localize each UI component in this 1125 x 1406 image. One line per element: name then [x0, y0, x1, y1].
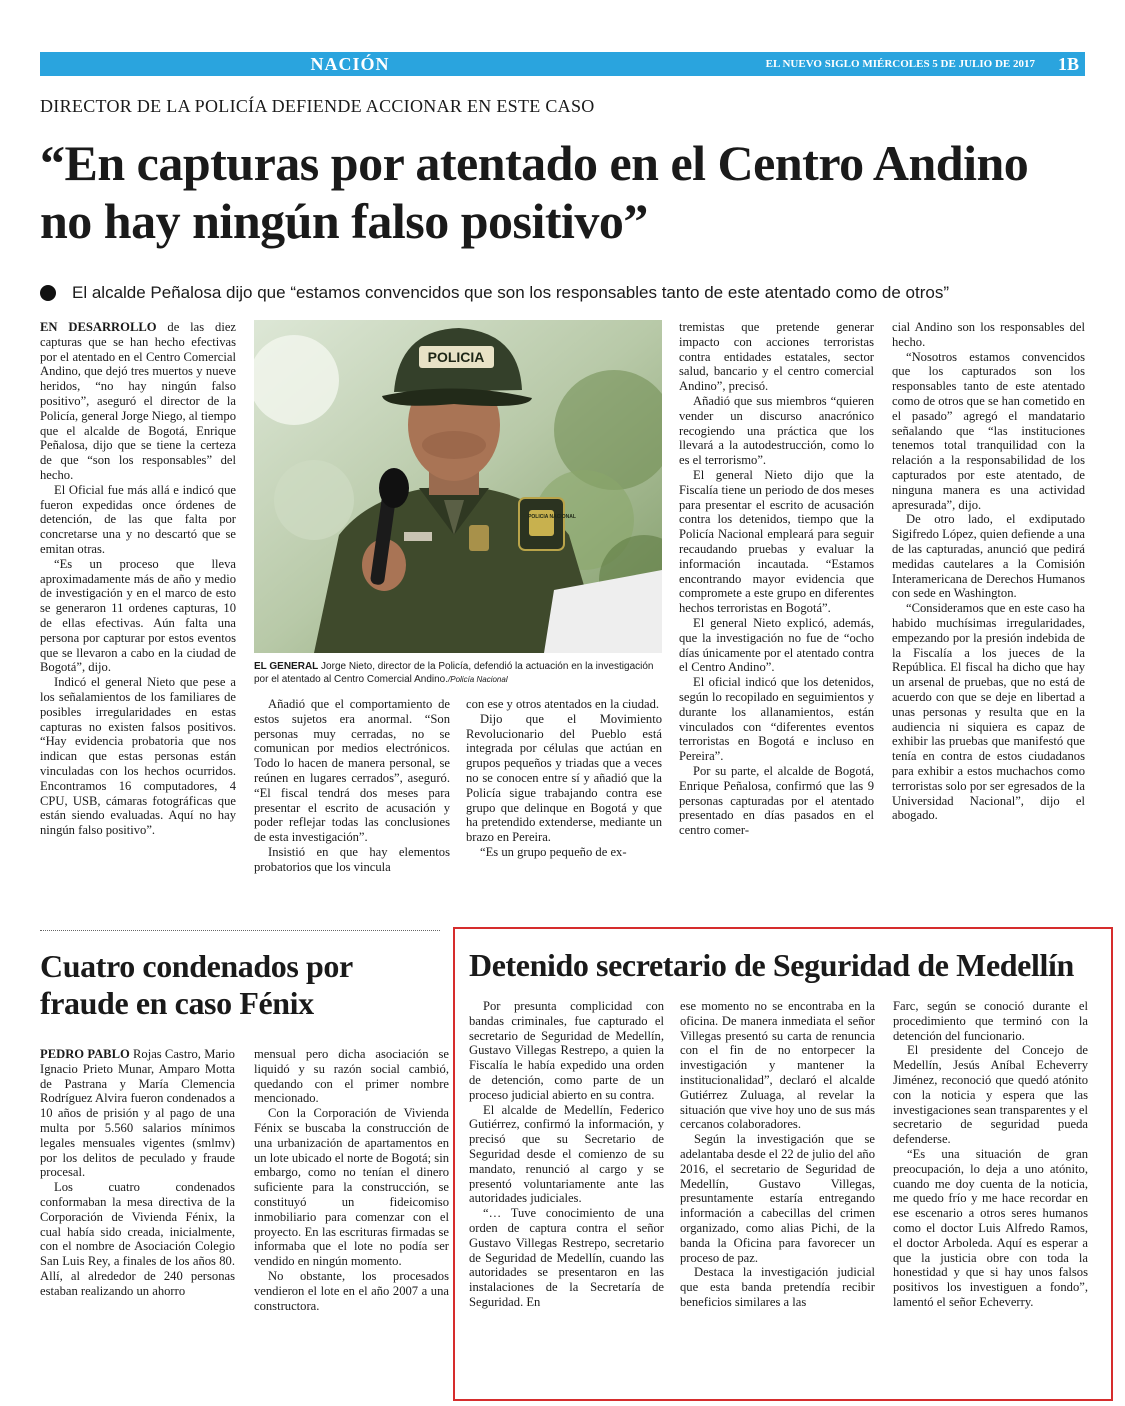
paragraph-text: Rojas Castro, Mario Ignacio Prieto Munar, Amparo Motta de Pastrana y María Clemencia Rodríguez Alvira fueron condenados a 10 años de prisión y al pago de una multa por 5.560 salarios mínimos legales mensuales vigentes (smlmv) por los delitos de peculado y fraude procesal.: [40, 1047, 235, 1180]
paragraph: mensual pero dicha asociación se liquidó y su razón social cambió, quedando con el primer nombre mencionado.: [254, 1047, 449, 1106]
paragraph: cial Andino son los responsables del hecho.: [892, 320, 1085, 349]
paragraph: El alcalde de Medellín, Federico Gutiérrez, confirmó la información, y precisó que su Secretario de Seguridad desde el comienzo de su mandato, renunció al cargo y se presentó voluntariamente ante las autoridades judiciales.: [469, 1102, 664, 1206]
caption-lead: EL GENERAL: [254, 661, 319, 672]
paragraph: Insistió en que hay elementos probatorios que los vincula: [254, 844, 450, 874]
fenix-column-1: [40, 1047, 235, 1299]
main-column-5: [892, 320, 1085, 823]
paragraph: con ese y otros atentados en la ciudad.: [466, 697, 660, 711]
paragraph: Destaca la investigación judicial que esta banda pretendía recibir beneficios similares a las: [680, 1265, 875, 1309]
paragraph: “Nosotros estamos convencidos que los capturados son los responsables tanto de este atentado como de otros que se han cometido en el pasado” agregó el mandatario señalando que “las instituciones tenemos total tranquilidad con la relación a la responsabilidad de los capturados por este atentado, de ninguna manera es una actividad apresurada”, dijo.: [892, 349, 1085, 512]
paragraph: Por su parte, el alcalde de Bogotá, Enrique Peñalosa, confirmó que las 9 personas capturadas por el atentado presentado en días pasados en el centro comer-: [679, 763, 874, 838]
paragraph: [40, 1047, 235, 1180]
paragraph: “Es un proceso que lleva aproximadamente más de año y medio de investigación y en el marco de esto se generaron 11 ordenes capturas, 10 de ellas efectivas. Aún falta una persona por capturar por estos eventos que se llevaron a cabo en la ciudad de Bogotá”, dijo.: [40, 556, 236, 675]
main-kicker: DIRECTOR DE LA POLICÍA DEFIENDE ACCIONAR EN ESTE CASO: [40, 96, 595, 116]
paragraph: El Oficial fue más allá e indicó que fueron expedidas once órdenes de detención, de las que falta por concretarse una y no descartó que se emitan otras.: [40, 482, 236, 556]
paragraph: Con la Corporación de Vivienda Fénix se buscaba la construcción de una urbanización de apartamentos en un lote ubicado el norte de Bogotá; sin embargo, como no tenían el dinero suficiente para la construcción, se constituyó un fideicomiso inmobiliario para comenzar con el proyecto. En las escrituras firmadas se informaba que el lote no podía ser vendido en ningún momento.: [254, 1106, 449, 1269]
paragraph: [40, 320, 236, 483]
paragraph: De otro lado, el exdiputado Sigifredo López, quien defiende a una de las capturadas, anunció que pedirá medidas cautelares a la Comisión Interamericana de Derechos Humanos con sede en Washington.: [892, 512, 1085, 601]
paragraph: ese momento no se encontraba en la oficina. De manera inmediata el señor Villegas presentó su carta de renuncia con el fin de no entorpecer la investigación y mantener la institucionalidad”, declaró el alcalde Gutiérrez Zuluaga, al revelar la situación que vive hoy uno de sus más cercanos colaboradores.: [680, 999, 875, 1132]
paragraph: El presidente del Concejo de Medellín, Jesús Aníbal Echeverry Jiménez, reconoció que quedó atónito con la noticia y espera que las investigaciones sean transparentes y el secretario de seguridad pueda defenderse.: [893, 1043, 1088, 1147]
fenix-headline: Cuatro condenados por fraude en caso Fénix: [40, 948, 353, 1021]
paragraph: “… Tuve conocimiento de una orden de captura contra el señor Gustavo Villegas Restrepo, secretario de Seguridad de Medellín, cuando las autoridades se presentaron en las instalaciones de la Secretaría de Seguridad. En: [469, 1206, 664, 1309]
page-number: 1B: [1057, 54, 1079, 74]
main-lead: [40, 282, 1100, 304]
medellin-column-1: [469, 999, 664, 1310]
medellin-headline: Detenido secretario de Seguridad de Medellín: [469, 947, 1074, 983]
paragraph: Los cuatro condenados conformaban la mesa directiva de la Corporación de Vivienda Fénix, la cual había sido creada, inicialmente, con el nombre de Asociación Colegio San Luis Rey, a finales de los años 80. Allí, al alrededor de 240 personas estaban realizando un ahorro: [40, 1180, 235, 1298]
paragraph-text: de las diez capturas que se han hecho efectivas por el atentado en el Centro Comercial Andino, que dejó tres muertos y nueve heridos, “no hay ningún falso positivo”, aseguró el director de la Policía, general Jorge Niego, al tiempo que el alcalde de Bogotá, Enrique Peñalosa, dijo que se tiene la certeza de que “son los responsables” del hecho.: [40, 320, 236, 482]
masthead-date: EL NUEVO SIGLO MIÉRCOLES 5 DE JULIO DE 2017: [765, 58, 1035, 70]
paragraph: El oficial indicó que los detenidos, según lo recopilado en seguimientos y durante los allanamientos, están vinculados con “diferentes eventos terroristas en Bogotá e incluso en Pereira”.: [679, 675, 874, 764]
paragraph: “Es una situación de gran preocupación, lo deja a uno atónito, cuando me doy cuenta de la noticia, me quedo frío y me hace recordar en ese escenario a otros seres humanos como el doctor Luis Alfredo Ramos, el doctor Arboleda. Aquí es esperar a que la justicia obre con toda la honestidad y que si hay unos falsos positivos los investiguen a fondo”, lamentó el señor Echeverry.: [893, 1146, 1088, 1309]
main-column-3: [466, 697, 662, 860]
paragraph: Añadió que sus miembros “quieren vender un discurso anacrónico recogiendo una práctica que los llevará a la autodestrucción, como lo es el terrorismo”.: [679, 393, 874, 468]
badge-label: POLICIA NACIONAL: [528, 514, 576, 520]
paragraph: “Consideramos que en este caso ha habido muchísimas irregularidades, empezando por la presión indebida de la Fiscalía a los jueces de la República. El fiscal ha dicho que hay un arsenal de pruebas, que no está de acuerdo con que se deje en libertad a unas personas y resulta que en la audiencia ni siquiera es capaz de exhibir las pruebas que manifestó que tenía en contra de estos ciudadanos para exhibir a estos muchachos como terroristas solo por ser egresados de la Universidad Nacional”, dijo el abogado.: [892, 601, 1085, 823]
main-column-4: [679, 320, 874, 838]
paragraph: Indicó el general Nieto que pese a los señalamientos de los familiares de posibles irregularidades en estas capturas no existen falsos positivos. “Hay evidencia probatoria que nos indican que estas personas están vinculadas con los hechos ocurridos. Encontramos 16 computadores, 4 CPU, USB, cámaras fotográficas que están siendo evaluadas. Aquí no hay ningún falso positivo”.: [40, 675, 236, 838]
paragraph: “Es un grupo pequeño de ex-: [480, 844, 627, 859]
photo-caption: [254, 660, 662, 686]
paragraph: Según la investigación que se adelantaba desde el 22 de julio del año 2016, el secretario de Seguridad de Medellín, Gustavo Villegas, presuntamente estaría entregando información a cabecillas del crimen organizado, como alias Pichi, de la banda la Oficina para favorecer un proceso de paz.: [680, 1132, 875, 1265]
paragraph: No obstante, los procesados vendieron el lote en el año 2007 a una constructora.: [254, 1268, 449, 1313]
paragraph: tremistas que pretende generar impacto con acciones terroristas contra entidades estatales, sector salud, bancario y el centro comercial Andino”, precisó.: [679, 320, 874, 394]
paragraph: Añadió que el comportamiento de estos sujetos era anormal. “Son personas muy cerradas, no se comunican por medios electrónicos. Todo lo hacen de manera personal, se reúnen en lugares cerrados”, aseguró. “El fiscal tendrá dos meses para presentar el escrito de acusación y poder reflejar todas las conclusiones de esta investigación”.: [254, 697, 450, 845]
photo-credit: /Policía Nacional: [448, 675, 508, 684]
paragraph: Por presunta complicidad con bandas criminales, fue capturado el secretario de Seguridad de Medellín, Gustavo Villegas Restrepo, a quien la Fiscalía le había expedido una orden de detención, como parte de un proceso judicial abierto en su contra.: [469, 999, 664, 1102]
cap-label: POLICIA: [427, 349, 485, 365]
bullet-icon: [40, 285, 56, 301]
main-lead-text: El alcalde Peñalosa dijo que “estamos convencidos que son los responsables tanto de este atentado como de otros”: [72, 283, 949, 302]
section-header-bar: [40, 52, 1085, 76]
lead-word: EN DESARROLLO: [40, 320, 157, 334]
fenix-column-2: [254, 1047, 449, 1313]
paragraph: Dijo que el Movimiento Revolucionario del Pueblo está integrada por células que actúan en grupos pequeños y triadas que a veces no se conocen entre sí y añadió que la Policía sigue trabajando contra ese grupo que delinque en Bogotá y que ha pretendido extenderse, mediante un brazo en Pereira.: [466, 711, 662, 845]
main-headline: “En capturas por atentado en el Centro Andino no hay ningún falso positivo”: [40, 135, 1029, 249]
lead-word: PEDRO PABLO: [40, 1047, 130, 1061]
paragraph: Farc, según se conoció durante el procedimiento que terminó con la detención del funcionario.: [893, 999, 1088, 1043]
main-column-1: [40, 320, 236, 838]
medellin-story-box: [453, 927, 1113, 1401]
general-nieto-photo: [254, 320, 662, 653]
main-column-2: [254, 697, 450, 875]
section-name: NACIÓN: [310, 54, 390, 74]
paragraph: El general Nieto dijo que la Fiscalía tiene un periodo de dos meses para presentar el escrito de acusación contra los detenidos, tiempo que la Policía Nacional empleará para seguir recaudando pruebas y evaluar la información incautada. “Estamos encontrando mayor evidencia que compromete a este grupo en diferentes hechos terroristas en Bogotá”.: [679, 467, 874, 616]
medellin-column-2: [680, 999, 875, 1310]
story-divider: [40, 930, 440, 931]
caption-text: Jorge Nieto, director de la Policía, defendió la actuación en la investigación por el atentado al Centro Comercial Andino.: [254, 661, 654, 685]
paragraph: El general Nieto explicó, además, que la investigación no fue de “ocho días únicamente por el atentado contra el Centro Andino”.: [679, 615, 874, 675]
medellin-column-3: [893, 999, 1088, 1310]
